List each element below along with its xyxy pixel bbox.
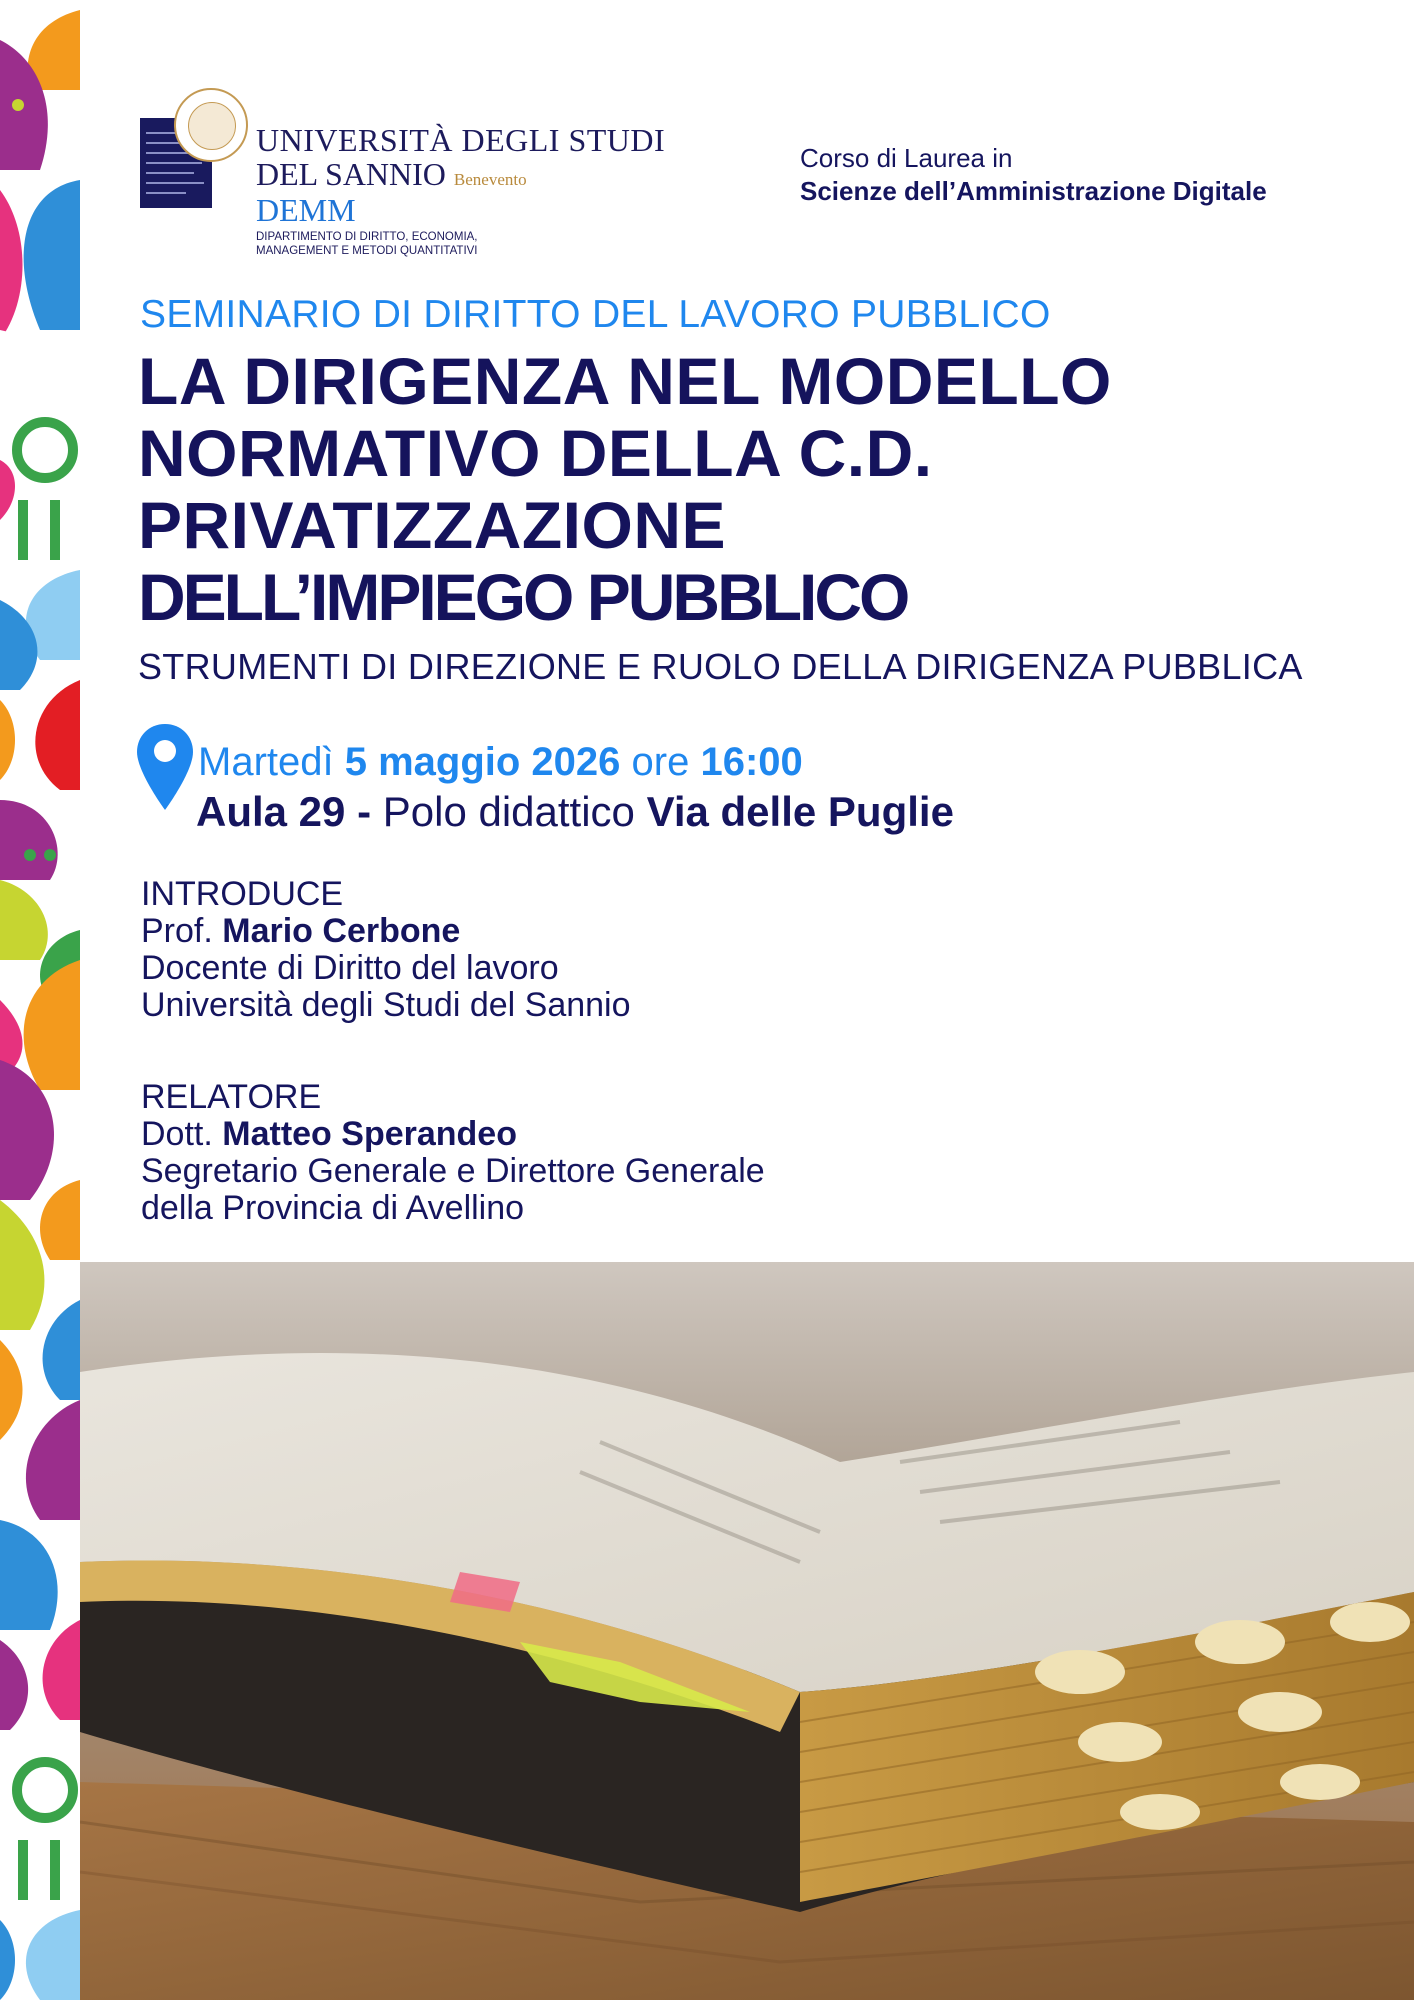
speaker-name: Matteo Sperandeo: [222, 1115, 517, 1153]
event-time: 16:00: [700, 740, 803, 784]
event-title: [138, 345, 1338, 633]
speaker-title: Dott.: [141, 1115, 213, 1153]
event-date: 5 maggio 2026: [344, 740, 621, 784]
intro-speaker: [141, 913, 765, 950]
event-room: Aula 29 -: [196, 788, 372, 835]
university-city: Benevento: [453, 170, 527, 189]
open-book-photo: [80, 1262, 1414, 2000]
intro-affiliation-line1: Docente di Diritto del lavoro: [141, 949, 559, 987]
speaker-affiliation-line2: della Provincia di Avellino: [141, 1189, 525, 1227]
department-name-line1: DIPARTIMENTO DI DIRITTO, ECONOMIA,: [256, 231, 478, 243]
university-name-line1: UNIVERSITÀ DEGLI STUDI: [256, 122, 666, 158]
open-book-image: [80, 1262, 1414, 2000]
event-title-line4: DELL’IMPIEGO PUBBLICO: [138, 560, 908, 634]
event-time-prefix: ore: [631, 740, 690, 784]
decorative-faces-strip: [0, 0, 80, 2000]
event-street: Via delle Puglie: [646, 788, 954, 835]
event-datetime: [198, 740, 803, 785]
event-title-line3: PRIVATIZZAZIONE: [138, 488, 727, 562]
event-venue: Polo didattico: [382, 788, 635, 835]
map-pin-icon: [135, 722, 195, 812]
university-name-line2: [256, 156, 527, 193]
department-name-line2: MANAGEMENT E METODI QUANTITATIVI: [256, 245, 478, 257]
intro-affiliation-line2: Università degli Studi del Sannio: [141, 986, 631, 1024]
event-location: [196, 788, 954, 836]
university-logo: [140, 88, 680, 263]
course-label: Corso di Laurea in: [800, 143, 1013, 173]
intro-name: Mario Cerbone: [222, 912, 461, 950]
course-name: [800, 175, 1267, 208]
speaker-role: RELATORE: [141, 1078, 322, 1116]
department-name: [256, 230, 478, 258]
event-title-line2: NORMATIVO DELLA C.D.: [138, 416, 933, 490]
faces-pattern-graphic: [0, 0, 80, 2000]
department-acronym: DEMM: [256, 192, 356, 228]
intro-role: INTRODUCE: [141, 875, 344, 913]
university-name-sannio: DEL SANNIO: [256, 156, 446, 192]
event-subtitle: STRUMENTI DI DIREZIONE E RUOLO DELLA DIRIGENZA PUBBLICA: [138, 646, 1303, 687]
main-speaker: [141, 1116, 765, 1153]
event-title-line1: LA DIRIGENZA NEL MODELLO: [138, 344, 1112, 418]
course-name-text: Scienze dell’Amministrazione Digitale: [800, 176, 1267, 206]
course-info: [800, 142, 1267, 208]
seminar-heading: SEMINARIO DI DIRITTO DEL LAVORO PUBBLICO: [140, 293, 1051, 336]
university-medal-graphic: [174, 88, 248, 162]
speaker-affiliation-line1: Segretario Generale e Direttore Generale: [141, 1152, 765, 1190]
event-day: Martedì: [198, 740, 334, 784]
intro-title: Prof.: [141, 912, 213, 950]
speakers-section: [141, 876, 765, 1227]
